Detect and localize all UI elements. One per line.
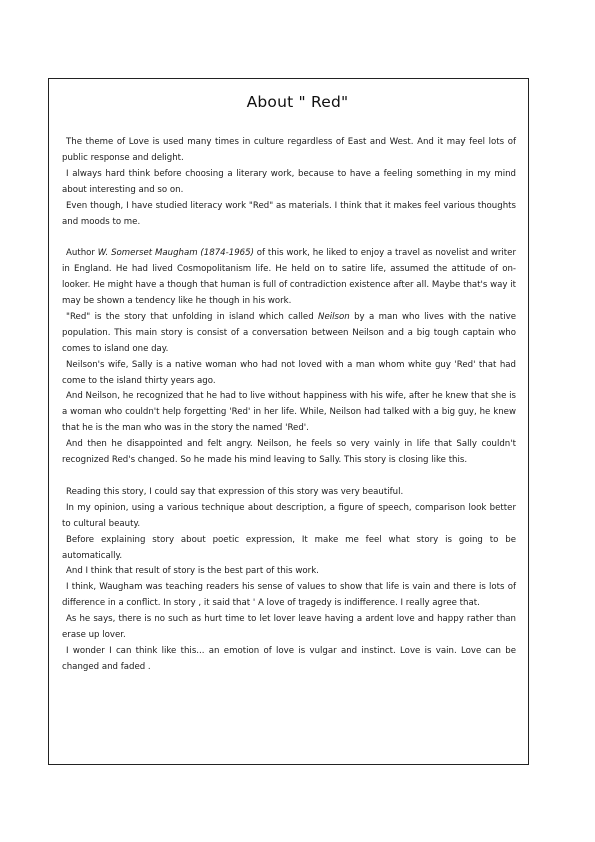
paragraph: Even though, I have studied literacy work "Red" as materials. I think that it makes feel various thoughts and moods to me. [62,200,516,227]
author-prefix: Author [66,248,98,259]
author-paragraph [62,246,516,310]
story-text: by a man who lives with the native population. This main story is consist of a conversation between Neilson and a big tough captain who comes to island one day. [62,311,516,354]
paragraph-gap [62,469,516,485]
paragraph: I always hard think before choosing a literary work, because to have a feeling something in my mind about interesting and so on. [62,168,516,195]
author-name: W. Somerset Maugham (1874-1965) [97,248,254,259]
story-prefix: "Red" is the story that unfolding in island which called [66,311,319,322]
paragraph: The theme of Love is used many times in culture regardless of East and West. And it may feel lots of public response and delight. [62,137,516,163]
paragraph: Reading this story, I could say that expression of this story was very beautiful. [66,486,404,497]
paragraph: And then he disappointed and felt angry. Neilson, he feels so very vainly in life that Sally couldn't recognized Red's changed. So he made his mind leaving to Sally. This story is closing like this. [62,439,516,466]
paragraph: In my opinion, using a various technique about description, a figure of speech, comparison look better to cultural beauty. [62,502,516,529]
author-text: of this work, he liked to enjoy a travel as novelist and writer in England. He had lived Cosmopolitanism life. He held on to satire life, assumed the attitude of on-looker. He might have a though that human is full of contradiction existence after all. Maybe that's way it may be shown a tendency like he though in his work. [62,248,516,307]
paragraph: As he says, there is no such as hurt time to let lover leave having a ardent love and happy rather than erase up lover. [62,614,516,641]
story-paragraph [62,310,516,358]
paragraph-gap [62,230,516,246]
document-title: About " Red" [246,93,349,111]
paragraph: Before explaining story about poetic expression, It make me feel what story is going to be automatically. [62,534,516,561]
paragraph: And I think that result of story is the best part of this work. [66,566,319,577]
document-body [62,135,516,676]
paragraph: Neilson's wife, Sally is a native woman who had not loved with a man whom white guy 'Red' that had come to the island thirty years ago. [62,359,516,386]
paragraph: I think, Waugham was teaching readers his sense of values to show that life is vain and there is lots of difference in a conflict. In story , it said that ' A love of tragedy is indifference. I really agree that. [62,582,516,609]
story-name: Neilson [318,311,350,322]
paragraph: I wonder I can think like this... an emotion of love is vulgar and instinct. Love is vain. Love can be changed and faded . [62,645,516,672]
paragraph: And Neilson, he recognized that he had to live without happiness with his wife, after he knew that she is a woman who couldn't help forgetting 'Red' in her life. While, Neilson had talked with a big guy, he knew that he is the man who was in the story the named 'Red'. [62,391,516,434]
